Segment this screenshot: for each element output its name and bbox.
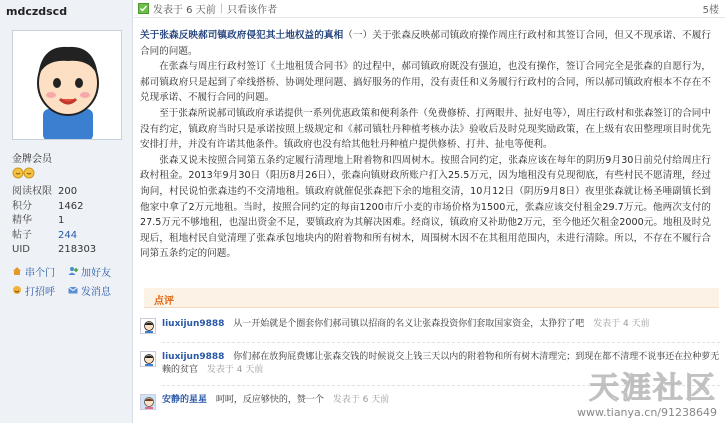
- comment-time: 发表于 4 天前: [206, 365, 264, 375]
- comments-header-bar: [144, 288, 719, 308]
- post-paragraph-3: 至于张森所说郝司镇政府承诺提供一系列优惠政策和便利条件（免费修桥、打两眼井、扯好电等），周庄行政村和张森签订的合同中没有约定，镇政府当时只是承诺按照上级规定和《郝司镇牡丹种植考核办法》验收后及时兑现奖励政策，在上级有农田整理项目时优先安排打井，并没有许诺其他条件。镇政府也没有给其他牡丹种植户提供修桥、打井、扯电等便利。: [140, 107, 711, 151]
- stat-value: 200: [58, 186, 78, 197]
- post-content: [134, 18, 725, 262]
- stat-row-read-permission: [12, 185, 126, 200]
- home-icon: [12, 266, 22, 276]
- stat-row-uid: [12, 243, 126, 258]
- action-label: 串个门: [25, 267, 55, 279]
- user-avatar-icon: [141, 352, 156, 367]
- stat-row-digest: [12, 214, 126, 229]
- header-separator: |: [219, 3, 224, 14]
- say-hello-button[interactable]: [12, 283, 68, 298]
- commenter-name[interactable]: liuxijun9888: [162, 319, 225, 329]
- action-label: 加好友: [81, 267, 111, 279]
- floor-number[interactable]: 5楼: [702, 5, 719, 16]
- commenter-name[interactable]: 安静的星星: [162, 395, 208, 405]
- commenter-name[interactable]: liuxijun9888: [162, 352, 225, 362]
- author-actions: [12, 264, 126, 298]
- member-rank: 金牌会员: [12, 154, 52, 165]
- post-time: 发表于 6 天前: [153, 5, 216, 16]
- stat-row-points: [12, 200, 126, 215]
- only-author-link[interactable]: 只看该作者: [227, 5, 278, 16]
- action-label: 发消息: [81, 286, 111, 298]
- send-message-button[interactable]: [68, 283, 124, 298]
- post-paragraph-1-text: （一）关于张森反映郝司镇政府操作周庄行政村和其签订合同，但又不现承诺、不履行合同的问题。: [140, 30, 712, 57]
- tianya-watermark: [576, 371, 717, 419]
- comment-divider: [162, 342, 720, 343]
- post-title: 关于张森反映郝司镇政府侵犯其土地权益的真相: [140, 30, 344, 41]
- author-avatar[interactable]: [12, 30, 122, 140]
- add-friend-button[interactable]: [68, 264, 124, 279]
- stat-row-posts: [12, 229, 126, 244]
- comment-time: 发表于 6 天前: [332, 395, 390, 405]
- watermark-logo: 天涯社区: [589, 371, 717, 406]
- stat-value: 1: [58, 215, 65, 226]
- watermark-url: www.tianya.cn/91238649: [576, 406, 717, 419]
- commenter-avatar[interactable]: [140, 318, 156, 334]
- online-status-icon: [138, 3, 149, 14]
- author-username[interactable]: mdczdscd: [6, 5, 68, 18]
- stat-value: 1462: [58, 200, 84, 212]
- visit-space-button[interactable]: [12, 264, 68, 279]
- cartoon-avatar-icon: [13, 31, 122, 140]
- comment-time: 发表于 4 天前: [593, 319, 650, 329]
- comment-text: 你们郝在放狗屁费娜让张森交钱的时候说交上钱三天以内的附着物和所有树木清理完；到现在都不清理不说事还在拉种萝无赖的贫官: [162, 352, 720, 375]
- commenter-avatar[interactable]: [140, 394, 156, 410]
- wave-icon: [12, 285, 22, 295]
- comment-text: 呵呵，反应够快的，赞一个: [215, 395, 324, 405]
- post-paragraph-2: 在张森与周庄行政村签订《土地租赁合同书》的过程中，郝司镇政府既没有强迫，也没有操作，签订合同完全是张森的自愿行为，郝司镇政府只是起到了牵线搭桥、协调处理问题、搞好服务的作用，没有责任和义务履行行政村的合同，所以郝司镇政府根本不存在不兑现承诺、不履行合同的问题。: [140, 61, 711, 104]
- stat-value: 218303: [58, 244, 97, 255]
- stat-label: 精华: [12, 215, 32, 226]
- message-icon: [68, 285, 78, 295]
- post-paragraph-4: 张森又说未按照合同第五条约定履行清理地上附着物和四周树木。按照合同约定，张森应该在每年的阴历9月30日前兑付给周庄行政村租金。2013年9月30日（阳历8月26日），张森向镇财政所账户打入25.5万元，因为地租没有兑现彻底，有些村民不愿清理，经过询问，村民说怕张森违约不交清地租。镇政府就催促张森把下余的地租交清，10月12日（阴历9月8日）夜里张森就让杨圣唾副镇长到他家中拿了2万元地租。当时，按照合同约定的每亩1200市斤小麦的市场价格为1500元，张森应该交付租金29.7万元。他两次支付的27.5万元不够地租，也湿出资金不足，要镇政府为其解决困难。经商议，镇政府又补助他2万元，至今他还欠租金2000元。地租及时兑现后，租地村民自觉清理了张森承包地块内的附着物和所有树木，周围树木因不在其租用范围内，未进行清除。所以，不存在不履行合同第五条约定的问题。: [140, 154, 711, 260]
- stat-label: UID: [12, 244, 30, 255]
- stat-label: 阅读权限: [12, 186, 52, 197]
- comment-item: [140, 318, 720, 334]
- stat-label: 积分: [12, 200, 32, 212]
- stat-label: 帖子: [12, 229, 32, 241]
- post-main: [134, 0, 725, 423]
- user-avatar-icon: [141, 395, 156, 410]
- rank-medal-icon: [12, 167, 126, 181]
- posts-count-link[interactable]: 244: [58, 229, 78, 241]
- action-label: 打招呼: [25, 286, 55, 298]
- commenter-avatar[interactable]: [140, 351, 156, 367]
- author-sidebar: [0, 0, 133, 423]
- comment-body: [162, 318, 720, 331]
- post-header: [134, 0, 725, 18]
- user-avatar-icon: [141, 319, 156, 334]
- comments-label: 点评: [154, 296, 174, 307]
- add-friend-icon: [68, 266, 78, 276]
- post-paragraph-1: [140, 28, 711, 59]
- author-stats: [12, 185, 126, 258]
- comment-text: 从一开始就是个圈套你们郝司镇以招商的名义让张森投资你们套取国家资金，太狰狞了吧: [233, 319, 585, 329]
